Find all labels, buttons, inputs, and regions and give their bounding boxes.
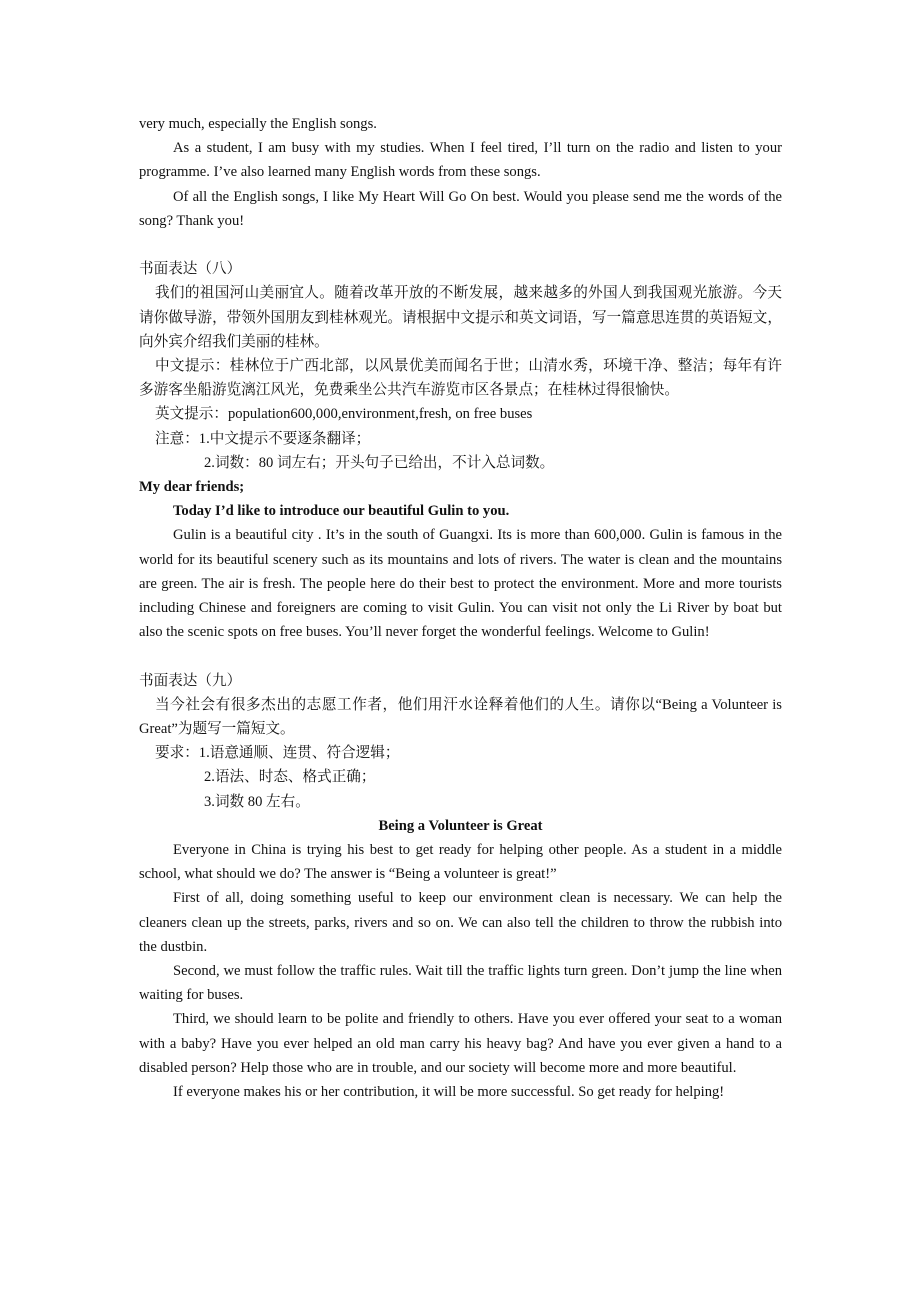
section-9-prompt: 当今社会有很多杰出的志愿工作者，他们用汗水诠释着他们的人生。请你以“Being a Volunteer is Great”为题写一篇短文。 [139,696,782,738]
spacer [139,233,782,257]
section-9-requirement-1: 要求：1.语意通顺、连贯、符合逻辑； [155,745,400,762]
section-8-prompt: 我们的祖国河山美丽宜人。随着改革开放的不断发展，越来越多的外国人到我国观光旅游。今天请你做导游，带领外国朋友到桂林观光。请根据中文提示和英文词语，写一篇意思连贯的英语短文，向外宾介绍我们美丽的桂林。 [139,285,782,350]
section-8-essay-body: Gulin is a beautiful city . It’s in the south of Guangxi. Its is more than 600,000. Gulin is famous in the world for its beautiful scenery such as its mountains and lots of rivers. The water is clean and the mountains are green. The air is fresh. The people here do their best to protect the environment. More and more tourists including Chinese and foreigners are coming to visit Gulin. You can visit not only the Li River by boat but also the scenic spots on free buses. You’ll never forget the wonderful feelings. Welcome to Gulin! [139,527,782,641]
document-page [139,112,782,1104]
section-8-note-1: 注意：1.中文提示不要逐条翻译； [155,430,371,447]
essay-title: Being a Volunteer is Great [378,817,543,834]
continuation-line: very much, especially the English songs. [139,116,377,132]
section-9-requirement-2: 2.语法、时态、格式正确； [204,769,376,786]
essay-paragraph: First of all, doing something useful to keep our environment clean is necessary. We can help the cleaners clean up the streets, parks, rivers and so on. We can also tell the children to throw the rubbish into the dustbin. [139,890,782,955]
section-8-opening: Today I’d like to introduce our beautiful Gulin to you. [173,503,510,520]
section-8-note-2: 2.词数：80 词左右；开头句子已给出，不计入总词数。 [204,454,555,471]
spacer [139,644,782,668]
continuation-paragraph-2: Of all the English songs, I like My Heart Will Go On best. Would you please send me the words of the song? Thank you! [139,188,782,229]
essay-paragraph: Everyone in China is trying his best to get ready for helping other people. As a student in a middle school, what should we do? The answer is “Being a volunteer is great!” [139,842,782,883]
section-8-salutation: My dear friends; [139,479,245,496]
essay-paragraph: Third, we should learn to be polite and friendly to others. Have you ever offered your seat to a woman with a baby? Have you ever helped an old man carry his heavy bag? And have you ever given a hand to a disabled person? Help those who are in trouble, and our society will become more and more beautiful. [139,1011,782,1076]
continuation-paragraph-1: As a student, I am busy with my studies. When I feel tired, I’ll turn on the radio and listen to your programme. I’ve also learned many English words from these songs. [139,140,782,181]
section-9-heading: 书面表达（九） [139,672,242,689]
section-9-requirement-3: 3.词数 80 左右。 [204,793,310,810]
essay-paragraph: If everyone makes his or her contribution, it will be more successful. So get ready for helping! [173,1084,725,1101]
section-8-chinese-hint: 中文提示：桂林位于广西北部，以风景优美而闻名于世；山清水秀，环境干净、整洁；每年有许多游客坐船游览漓江风光，免费乘坐公共汽车游览市区各景点；在桂林过得很愉快。 [139,358,782,399]
section-8-english-hint: 英文提示：population600,000,environment,fresh, on free buses [155,406,533,423]
essay-paragraph: Second, we must follow the traffic rules. Wait till the traffic lights turn green. Don’t jump the line when waiting for buses. [139,963,782,1004]
section-8-heading: 书面表达（八） [139,261,242,278]
